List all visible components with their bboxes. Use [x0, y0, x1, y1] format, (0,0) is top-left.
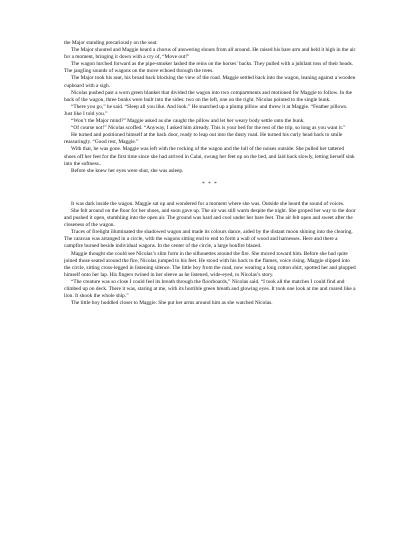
scene-break: * * * — [202, 180, 218, 187]
paragraph: “Of course not!” Nicolas scoffed. “Anyway, I asked him already. This is your bed for the rest of the trip, so long as you want it.” — [71, 125, 346, 132]
paragraph: She felt around on the floor for her shoes, and soon gave up. The air was still warm despite the night. She groped her way to the door and pushed it open, stumbling into the open air. The ground was hard and cool under her bare feet. The air felt open and sweet after the closeness of the wagon. — [64, 207, 356, 229]
paragraph: “Won’t the Major mind?” Maggie asked as she caught the pillow and let her weary body settle onto the bunk. — [71, 118, 305, 125]
paragraph: Nicolas pushed past a worn green blanket that divided the wagon into two compartments and motioned for Maggie to follow. In the back of the wagon, three bunks were built into the sides: two on the left, one on the right. Nicolas pointed to the single bunk. — [64, 89, 353, 103]
paragraph: It was dark inside the wagon. Maggie sat up and wondered for a moment where she was. Outside she heard the sound of voices. — [71, 200, 345, 207]
paragraph: “There you go,” he said. “Sleep all you like. And look.” He snatched up a plump pillow and threw it at Maggie. “Feather pillows. Just like I told you.” — [64, 103, 348, 117]
paragraph: “The creature was so close I could feel its breath through the floorboards,” Nicolas said. “I took all the matches I could find and climbed up on deck. There it was, staring at me, with its horrible green breath and glowing eyes. It took one look at me and roared like a lion. It shook the whole ship.” — [64, 278, 356, 300]
section-two — [64, 201, 356, 307]
paragraph: The Major shouted and Maggie heard a chorus of answering shouts from all around. He raised his bare arm and held it high in the air for a moment, bringing it down with a cry of, “Move out!” — [64, 47, 356, 61]
paragraph: The Major took his seat, his broad back blocking the view of the road. Maggie settled back into the wagon, leaning against a wooden cupboard with a sigh. — [64, 75, 356, 89]
paragraph: The little boy huddled closer to Maggie. She put her arms around him as she watched Nicolas. — [71, 300, 273, 307]
paragraph: He turned and positioned himself at the back door, ready to leap out into the dusty road. He turned his curly head back to smile reassuringly. “Good rest, Maggie.” — [64, 132, 343, 146]
paragraph: With that, he was gone. Maggie was left with the rocking of the wagon and the lull of the noises outside. She pulled her tattered shoes off her feet for the first time since she had arrived in Calai, swung her feet up on the bed, and laid back slowly, letting herself sink into the softness.. — [64, 146, 355, 167]
section-one — [64, 40, 356, 175]
paragraph: The wagon lurched forward as the pipe-smoker lashed the reins on the horses’ backs. They pulled with a jubilant toss of their heads. The jangling sounds of wagons on the move echoed through the trees. — [64, 61, 354, 75]
paragraph: the Major standing precariously on the seat. — [64, 40, 158, 46]
paragraph: Before she knew her eyes were shut, she was asleep. — [71, 167, 184, 174]
paragraph: Maggie thought she could see Nicolas’s slim form in the silhouettes around the fire. She moved toward him. Before she had quite joined those seated around the fire, Nicolas jumped to his feet. He stood with his back to the flames, voice rising. Maggie slipped into the circle, sitting cross-legged in listening silence. The little boy from the road, now wearing a long cotton shirt, spotted her and plopped himself onto her lap. His fingers twined in her sleeve as he listened, wide-eyed, to Nicolas’s story. — [64, 250, 356, 278]
paragraph: Traces of firelight illuminated the shadowed wagon and made its colours dance, aided by the distant moon shining into the clearing. The caravan was arranged in a circle, with the wagons sitting end to end to form a wall of wood and harnesses. Here and there a campfire burned beside individual wagons. In the center of the circle, a large bonfire blazed. — [64, 229, 353, 250]
